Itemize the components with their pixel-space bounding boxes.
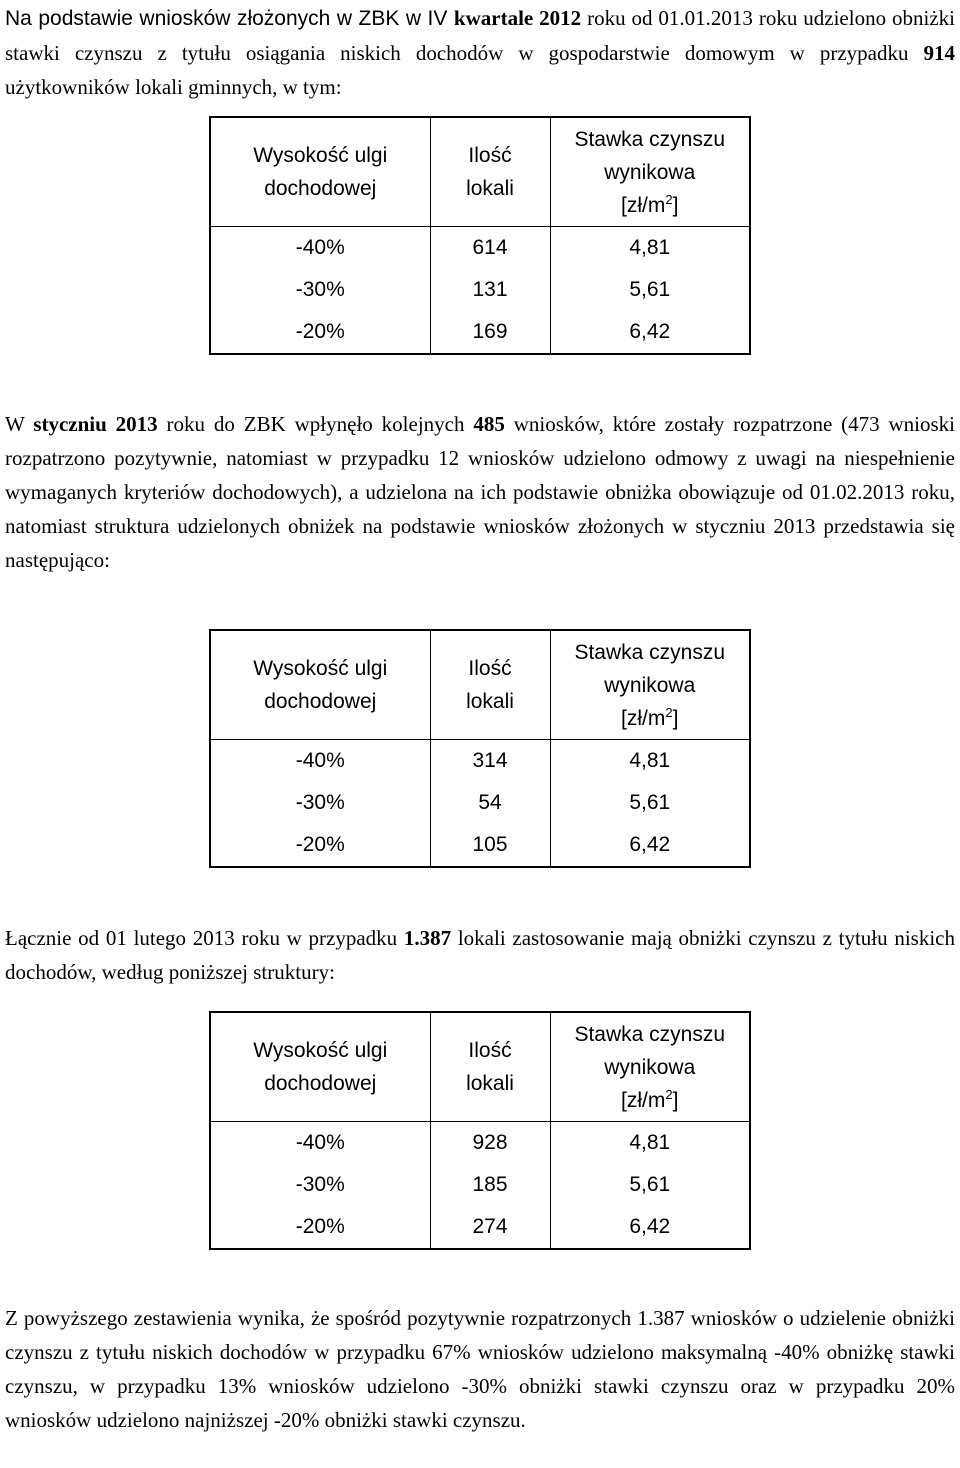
cell-stawka: 6,42 xyxy=(629,833,671,856)
text-span: Na podstawie wniosków złożonych w ZBK w IV xyxy=(5,7,454,30)
table-row xyxy=(210,1122,750,1165)
bold-count: 1.387 xyxy=(403,926,452,950)
cell-ulga: -20% xyxy=(210,824,430,867)
header-ulga: Wysokość ulgi dochodowej xyxy=(210,117,430,227)
bold-period: kwartale 2012 xyxy=(453,6,582,30)
cell-lokale: 131 xyxy=(430,269,550,311)
header-ulga: Wysokość ulgi dochodowej xyxy=(210,1012,430,1122)
table-row xyxy=(210,824,750,867)
table-header-row xyxy=(210,117,750,227)
cell-stawka: 4,81 xyxy=(629,749,671,772)
table-row xyxy=(210,782,750,824)
table-header-row xyxy=(210,1012,750,1122)
text-span: roku do ZBK wpłynęło kolejnych xyxy=(157,412,474,436)
cell-stawka: 5,61 xyxy=(629,1173,671,1196)
cell-stawka: 4,81 xyxy=(629,1131,671,1154)
text-span: użytkowników lokali gminnych, w tym: xyxy=(5,75,342,99)
cell-ulga: -30% xyxy=(210,1164,430,1206)
header-stawka: Stawka czynszu wynikowa $[zł/m^2]$ xyxy=(550,117,750,227)
cell-ulga: -40% xyxy=(210,1122,430,1165)
cell-lokale: 185 xyxy=(430,1164,550,1206)
cell-ulga: -40% xyxy=(210,740,430,783)
cell-lokale: 105 xyxy=(430,824,550,867)
table-row xyxy=(210,1206,750,1249)
table-row xyxy=(210,311,750,354)
paragraph-total xyxy=(5,921,955,989)
table-january-2013 xyxy=(209,629,751,868)
table-total-feb-2013 xyxy=(209,1011,751,1250)
text-span: wniosków, które zostały rozpatrzone (473 wnioski rozpatrzono pozytywnie, natomiast w przypadku 12 wniosków udzielono odmowy z uwagi na niespełnienie wymaganych kryteriów dochodowych), a udzielona na ich podstawie obniżka obowiązuje od 01.02.2013 roku, natomiast struktura udzielonych obniżek na podstawie wniosków złożonych w styczniu 2013 przedstawia się następująco: xyxy=(5,412,955,572)
paragraph-january xyxy=(5,407,955,577)
cell-ulga: -40% xyxy=(210,227,430,270)
paragraph-intro xyxy=(5,1,955,104)
text-span: lokali zastosowanie mają obniżki czynszu z tytułu niskich dochodów, według poniższej struktury: xyxy=(5,926,955,984)
cell-ulga: -20% xyxy=(210,311,430,354)
cell-lokale: 169 xyxy=(430,311,550,354)
cell-stawka: 5,61 xyxy=(629,278,671,301)
bold-count: 914 xyxy=(923,41,955,65)
cell-stawka: 5,61 xyxy=(629,791,671,814)
bold-period: styczniu 2013 xyxy=(33,412,158,436)
cell-lokale: 928 xyxy=(430,1122,550,1165)
header-lokale: Ilość lokali xyxy=(430,117,550,227)
cell-stawka: 6,42 xyxy=(629,1215,671,1238)
paragraph-summary: Z powyższego zestawienia wynika, że spośród pozytywnie rozpatrzonych 1.387 wniosków o udzielenie obniżki czynszu z tytułu niskich dochodów w przypadku 67% wniosków udzielono maksymalną -40% obniżkę stawki czynszu, w przypadku 13% wniosków udzielono -30% obniżki stawki czynszu oraz w przypadku 20% wniosków udzielono najniższej -20% obniżki stawki czynszu. xyxy=(5,1306,955,1432)
text-span: W xyxy=(5,412,34,436)
header-stawka: Stawka czynszu wynikowa $[zł/m^2]$ xyxy=(550,630,750,740)
table-row xyxy=(210,227,750,270)
table-row xyxy=(210,740,750,783)
text-span: roku od 01.01.2013 roku udzielono obniżki stawki czynszu z tytułu osiągania niskich dochodów w gospodarstwie domowym w przypadku xyxy=(5,6,955,65)
cell-lokale: 614 xyxy=(430,227,550,270)
header-lokale: Ilość lokali xyxy=(430,1012,550,1122)
cell-lokale: 274 xyxy=(430,1206,550,1249)
cell-stawka: 4,81 xyxy=(629,236,671,259)
header-stawka: Stawka czynszu wynikowa $[zł/m^2]$ xyxy=(550,1012,750,1122)
header-ulga: Wysokość ulgi dochodowej xyxy=(210,630,430,740)
table-row xyxy=(210,269,750,311)
cell-lokale: 54 xyxy=(430,782,550,824)
table-row xyxy=(210,1164,750,1206)
table-q4-2012 xyxy=(209,116,751,355)
text-span: Łącznie od 01 lutego 2013 roku w przypadku xyxy=(5,926,404,950)
cell-lokale: 314 xyxy=(430,740,550,783)
cell-ulga: -20% xyxy=(210,1206,430,1249)
cell-stawka: 6,42 xyxy=(629,320,671,343)
cell-ulga: -30% xyxy=(210,269,430,311)
header-lokale: Ilość lokali xyxy=(430,630,550,740)
table-header-row xyxy=(210,630,750,740)
bold-count: 485 xyxy=(473,412,505,436)
cell-ulga: -30% xyxy=(210,782,430,824)
